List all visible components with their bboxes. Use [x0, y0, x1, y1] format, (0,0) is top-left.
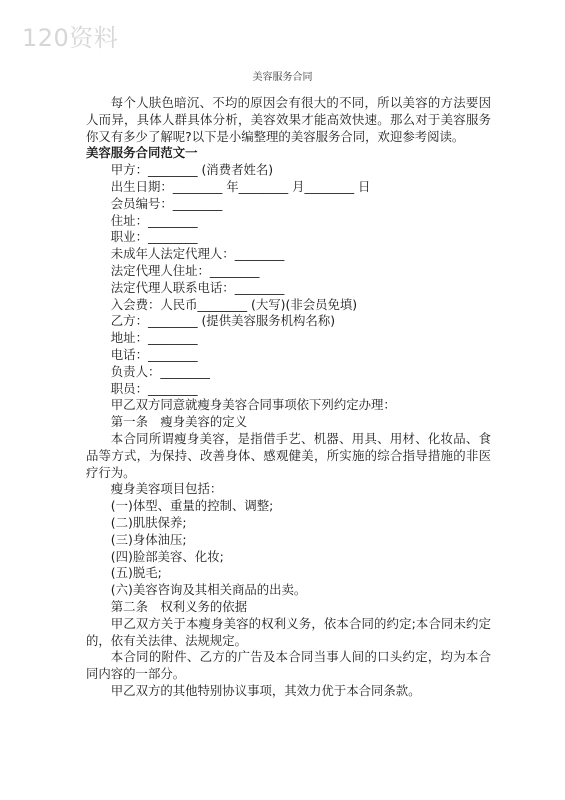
article-2-paragraph: 甲乙双方关于本瘦身美容的权利义务，依本合同的约定;本合同未约定的，依有关法律、法规规定。 — [86, 615, 491, 648]
list-item: (一)体型、重量的控制、调整; — [110, 498, 274, 514]
field-birth-date: 出生日期：________ 年________ 月________ 日 — [110, 178, 371, 194]
field-b-address: 地址：________ — [110, 330, 198, 346]
article-1-title: 第一条 瘦身美容的定义 — [110, 414, 248, 430]
field-guardian-address: 法定代理人住址：________ — [110, 262, 260, 278]
field-guardian: 未成年人法定代理人：________ — [110, 246, 285, 262]
field-membership-fee: 入会费：人民币________ (大写)(非会员免填) — [110, 296, 358, 312]
article-1-text: 本合同所谓瘦身美容，是指借手艺、机器、用具、用材、化妆品、食品等方式，为保持、改善身体、感观健美，所实施的综合指导措施的非医疗行为。 — [86, 430, 491, 480]
watermark: 120资料 — [22, 24, 119, 52]
section-heading: 美容服务合同范文一 — [86, 145, 198, 161]
article-2-paragraph: 甲乙双方的其他特别协议事项，其效力优于本合同条款。 — [110, 682, 421, 698]
article-2-title: 第二条 权利义务的依据 — [110, 598, 248, 614]
intro-paragraph: 每个人肤色暗沉、不均的原因会有很大的不同，所以美容的方法要因人而异，具体人群具体分析，美容效果才能高效快速。那么对于美容服务你又有多少了解呢?以下是小编整理的美容服务合同，欢迎参考阅读。 — [86, 95, 491, 144]
field-address: 住址：________ — [110, 212, 198, 228]
field-b-manager: 负责人：________ — [110, 363, 210, 379]
service-items-list — [86, 498, 491, 599]
list-item: (二)肌肤保养; — [110, 514, 187, 530]
article-2-paragraph: 本合同的附件、乙方的广告及本合同当事人间的口头约定，均为本合同内容的一部分。 — [86, 649, 491, 682]
list-item: (三)身体油压; — [110, 531, 187, 547]
agreement-line: 甲乙双方同意就瘦身美容合同事项依下列约定办理： — [110, 397, 396, 413]
field-b-phone: 电话：________ — [110, 346, 198, 362]
field-occupation: 职业：________ — [110, 229, 198, 245]
field-party-a: 甲方：________ (消费者姓名) — [110, 162, 274, 178]
document-body — [86, 95, 491, 700]
document-title: 美容服务合同 — [252, 72, 313, 83]
list-item: (五)脱毛; — [110, 565, 162, 581]
list-item: (四)脸部美容、化妆; — [110, 548, 224, 564]
field-guardian-phone: 法定代理人联系电话：________ — [110, 279, 285, 295]
field-member-number: 会员编号：________ — [110, 195, 223, 211]
list-item: (六)美容咨询及其相关商品的出卖。 — [110, 582, 307, 598]
items-intro: 瘦身美容项目包括： — [110, 481, 223, 497]
field-b-staff: 职员：________ — [110, 380, 198, 396]
contract-fields — [86, 162, 491, 397]
field-party-b: 乙方：________ (提供美容服务机构名称) — [110, 313, 336, 329]
